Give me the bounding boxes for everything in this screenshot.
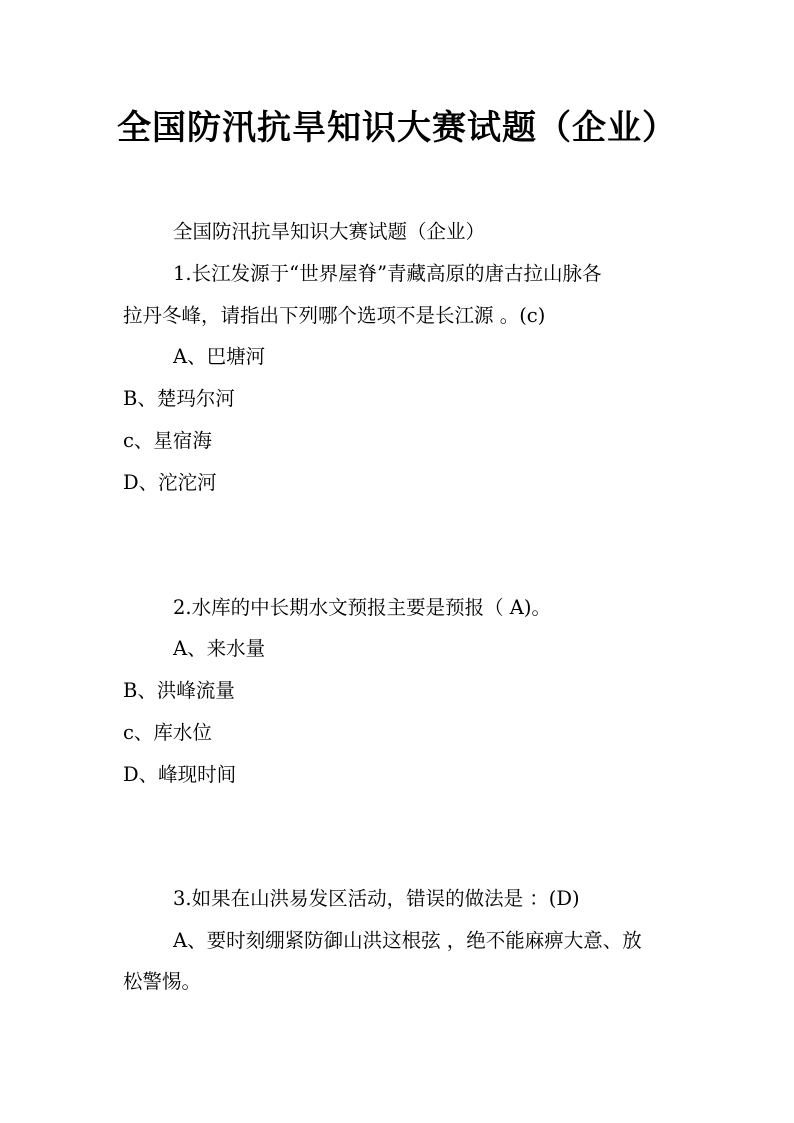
- question-2-option-c: c、库水位: [123, 721, 212, 744]
- document-subtitle: 全国防汛抗旱知识大赛试题（企业）: [173, 220, 486, 243]
- question-2-option-d: D、峰现时间: [123, 763, 237, 786]
- question-3-option-a-line-1: A、要时刻绷紧防御山洪这根弦 ，绝不能麻痹大意、放: [173, 929, 642, 952]
- question-2-stem: 2.水库的中长期水文预报主要是预报（ A)。: [173, 596, 551, 619]
- question-3-stem: 3.如果在山洪易发区活动，错误的做法是 ：(D): [173, 887, 580, 910]
- question-1-option-c: c、星宿海: [123, 429, 212, 452]
- question-1-option-d: D、沱沱河: [123, 471, 217, 494]
- question-1-option-b: B、楚玛尔河: [123, 387, 235, 410]
- question-1-option-a: A、巴塘河: [173, 345, 266, 368]
- question-3-option-a-line-2: 松警惕。: [123, 970, 202, 993]
- document-title: 全国防汛抗旱知识大赛试题（企业）: [117, 108, 677, 148]
- question-2-option-a: A、来水量: [173, 637, 266, 660]
- question-1-stem-line-1: 1.长江发源于“世界屋脊”青藏高原的唐古拉山脉各: [173, 262, 602, 285]
- question-2-option-b: B、洪峰流量: [123, 679, 235, 702]
- question-1-stem-line-2: 拉丹冬峰，请指出下列哪个选项不是长江源 。(c): [123, 304, 546, 327]
